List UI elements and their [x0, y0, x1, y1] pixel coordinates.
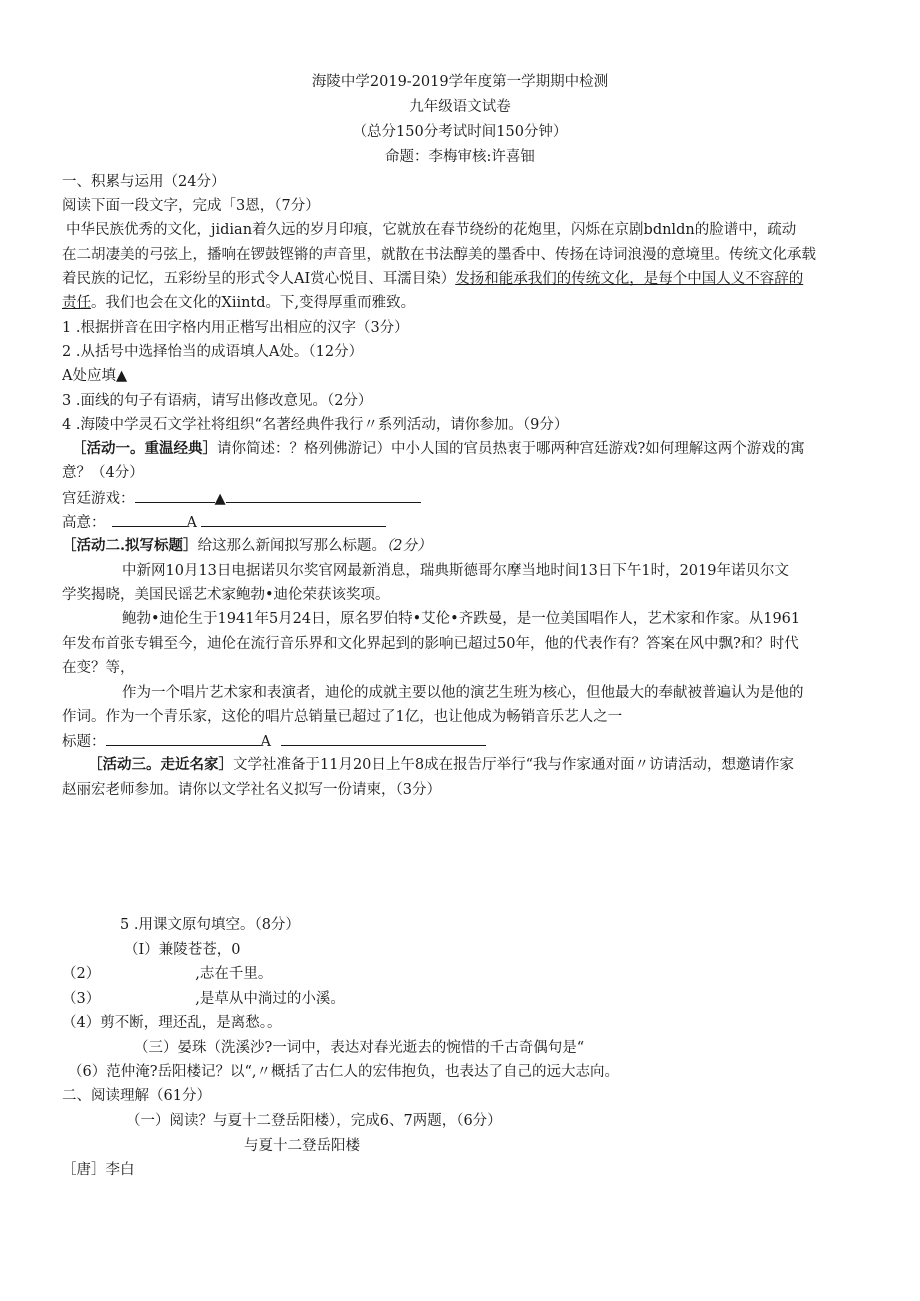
headline-blank-1[interactable] [106, 731, 261, 746]
headline-answer-line [62, 731, 486, 752]
passage-line-4 [62, 293, 415, 313]
meaning-blank-1[interactable] [112, 512, 187, 527]
news-line-7: 作词。作为一个青乐家，这伦的唱片总销量已超过了1亿，也让他成为畅销音乐艺人之一 [62, 709, 623, 725]
passage-line-1: 中华民族优秀的文化，jidian着久远的岁月印痕，它就放在春节绕纷的花炮里，闪烁在京剧bdnldn的脸谱中，疏动 [66, 222, 797, 238]
passage-line-2: 在二胡凄美的弓弦上，播响在锣鼓铿锵的声音里，就散在书法醇美的墨香中、传扬在诗词浪漫的意境里。传统文化承载 [62, 247, 816, 263]
activity-2-score: （2分） [386, 538, 432, 554]
q5-item-3-text: ,是草从中淌过的小溪。 [195, 991, 345, 1007]
score-time-note: （总分150分考试时间150分钟） [352, 124, 568, 140]
section1-heading: 一、积累与运用（24分） [62, 174, 226, 190]
q5-item-5: （三）晏珠（洗溪沙?一词中，表达对春光逝去的惋惜的千古奇偶句是“ [134, 1040, 585, 1056]
activity-2-label: ［活动二.拟写标题］ [62, 537, 198, 554]
q5-item-3-number: （3） [62, 991, 101, 1007]
exam-title: 海陵中学2019-2019学年度第一学期期中检测 [311, 74, 609, 90]
headline-label: 标题： [62, 734, 106, 750]
q5-item-4: （4）剪不断，理还乱，是离愁。。 [62, 1015, 282, 1031]
activity-3-text-2: 赵丽宏老师参加。请你以文学社名义拟写一份请柬，（3分） [62, 782, 441, 798]
meaning-label: 高意： [62, 515, 106, 531]
q5-item-1: （I）兼陵苍苍，0 [124, 942, 241, 958]
question-5: 5 .用课文原句填空。（8分） [120, 917, 300, 933]
games-label: 宫廷游戏： [62, 491, 135, 507]
q5-item-2-number: （2） [62, 966, 101, 982]
activity-1 [72, 439, 805, 459]
underlined-sentence: 发扬和能承我们的传统文化，是每个中国人义不容辞的 [455, 271, 804, 287]
q5-item-2 [62, 964, 272, 984]
q5-item-6: （6）范仲淹?岳阳楼记？以“,〃概括了古仁人的宏伟抱负，也表达了自己的远大志向。 [68, 1064, 620, 1080]
question-2-answer: A处应填▲ [62, 368, 128, 384]
news-line-4: 年发布首张专辑至今，迪伦在流行音乐界和文化界起到的影响已超过50年，他的代表作有？答案在风中飘?和？时代 [62, 636, 799, 652]
section2-heading: 二、阅读理解（61分） [62, 1088, 211, 1104]
passage-line-3-text: 着民族的记忆，五彩纷呈的形式令人AI赏心悦目、耳濡目染） [62, 271, 456, 287]
news-line-1: 中新网10月13日电据诺贝尔奖官网最新消息，瑞典斯德哥尔摩当地时间13日下午1时，2019年诺贝尔文 [122, 563, 789, 579]
meaning-answer-line [62, 512, 386, 533]
section2-intro: （一）阅读？与夏十二登岳阳楼），完成6、7两题，（6分） [126, 1113, 502, 1129]
poem-title: 与夏十二登岳阳楼 [244, 1138, 360, 1154]
news-line-5: 在变？等， [62, 660, 135, 676]
q5-item-3 [62, 989, 345, 1009]
activity-3 [88, 755, 794, 775]
games-blank-2[interactable] [226, 488, 421, 503]
question-2: 2 .从括号中选择怡当的成语填人A处。（12分） [62, 344, 364, 360]
activity-3-label: ［活动三。走近名家］ [88, 756, 233, 773]
question-1: 1 .根据拼音在田字格内用正楷写出相应的汉字（3分） [62, 320, 409, 336]
passage-line-3 [62, 269, 803, 289]
passage-line-4-text: 。我们也会在文化的Xiintd。下,变得厚重而雅致。 [91, 295, 416, 311]
authors-line: 命题：李梅审核:许喜钿 [385, 149, 535, 165]
underlined-sentence-end: 责任 [62, 295, 91, 311]
q5-item-2-text: ,志在千里。 [195, 966, 273, 982]
meaning-marker: A [186, 515, 197, 531]
meaning-blank-2[interactable] [201, 512, 386, 527]
news-line-2: 学奖揭晓，美国民谣艺术家鲍勃•迪伦荣获该奖项。 [62, 587, 390, 603]
headline-marker: A [260, 734, 271, 750]
question-3: 3 .面线的句子有语病，请写出修改意见。（2分） [62, 393, 373, 409]
poem-author: ［唐］李白 [62, 1162, 135, 1178]
activity-2 [62, 536, 432, 556]
activity-2-text: 给这那么新闻拟写那么标题。 [197, 538, 387, 554]
games-answer-line [62, 488, 421, 509]
games-marker: ▲ [214, 491, 226, 507]
activity-1-text-2: 意？（4分） [62, 465, 144, 481]
headline-blank-2[interactable] [281, 731, 486, 746]
question-4: 4 .海陵中学灵石文学社将组织“名著经典件我行〃系列活动，请你参加。（9分） [62, 417, 569, 433]
activity-3-text: 文学社准备于11月20日上午8成在报告厅举行“我与作家通对面〃访请活动，想邀请作家 [233, 757, 795, 773]
exam-subtitle: 九年级语文试卷 [409, 99, 511, 115]
activity-1-label: ［活动一。重温经典］ [72, 440, 217, 457]
news-line-3: 鲍勃•迪伦生于1941年5月24日，原名罗伯特•艾伦•齐跌曼，是一位美国唱作人，艺术家和作家。从1961 [122, 611, 801, 627]
activity-1-text: 请你简述：？格列佛游记）中小人国的官员热衷于哪两种宫廷游戏?如何理解这两个游戏的寓 [217, 441, 805, 457]
news-line-6: 作为一个唱片艺术家和表演者，迪伦的成就主要以他的演艺生班为核心，但他最大的奉献被普遍认为是他的 [122, 685, 804, 701]
section1-intro: 阅读下面一段文字，完成「3恩，（7分） [62, 198, 320, 214]
games-blank-1[interactable] [135, 488, 215, 503]
